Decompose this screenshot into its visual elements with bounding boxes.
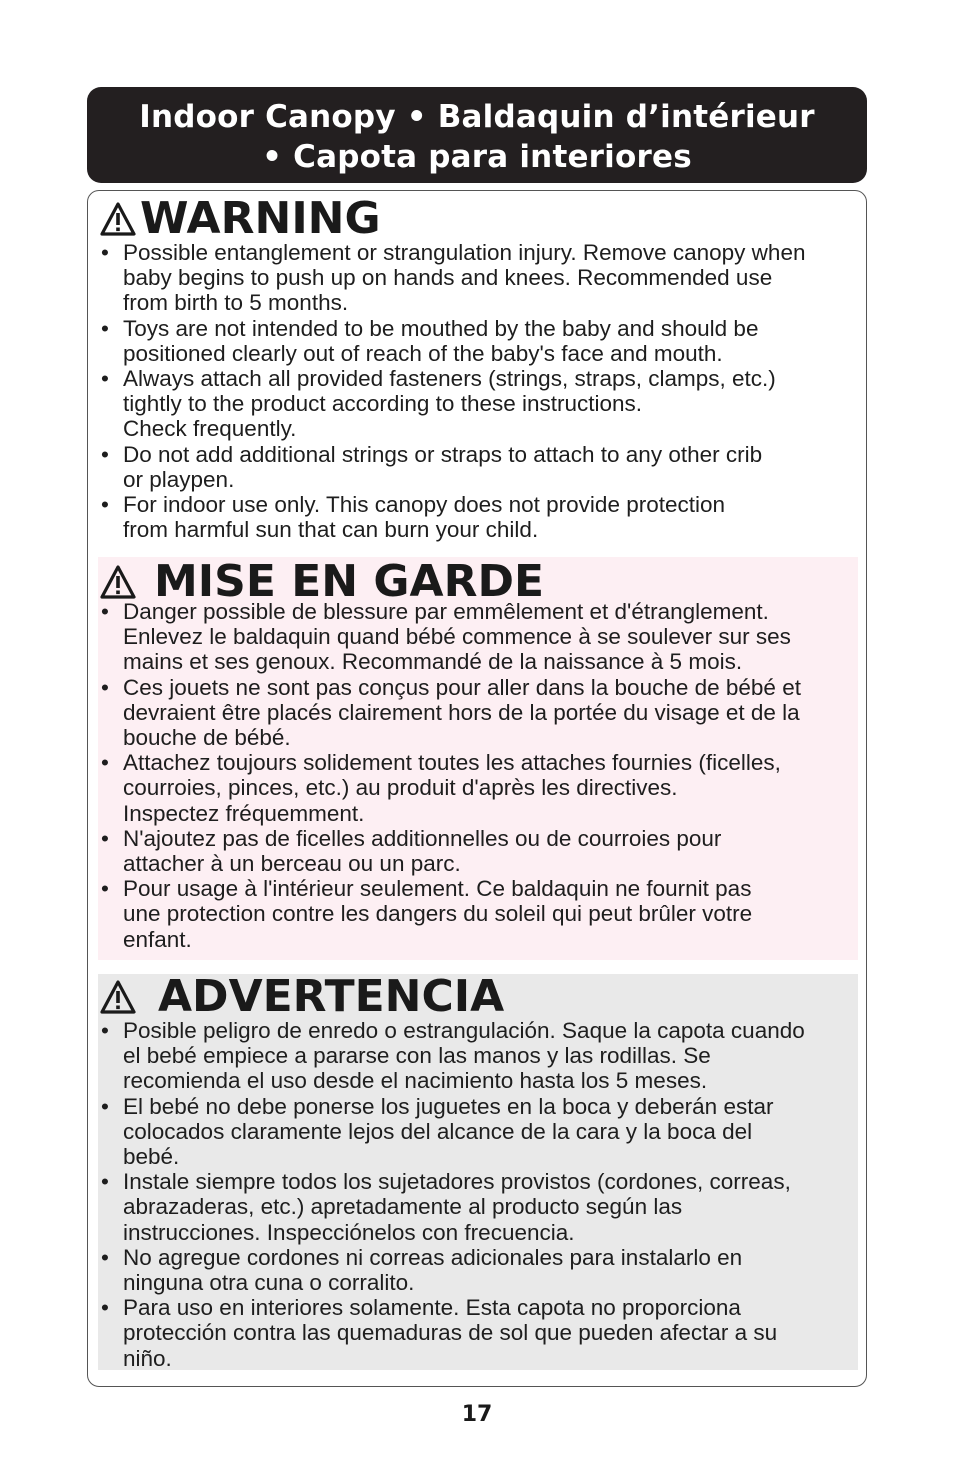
list-item: • N'ajoutez pas de ficelles additionnelles ou de courroies pour attacher à un berceau ou un parc. <box>98 826 801 876</box>
list-item: • Attachez toujours solidement toutes les attaches fournies (ficelles, courroies, pinces, etc.) au produit d'après les directives. Inspectez fréquemment. <box>98 750 801 826</box>
list-item: • For indoor use only. This canopy does not provide protection from harmful sun that can burn your child. <box>98 492 805 542</box>
warning-list <box>98 240 805 542</box>
list-item: • Do not add additional strings or straps to attach to any other crib or playpen. <box>98 442 805 492</box>
list-item: • Pour usage à l'intérieur seulement. Ce baldaquin ne fournit pas une protection contre les dangers du soleil qui peut brûler votre enfant. <box>98 876 801 952</box>
list-item: • No agregue cordones ni correas adicionales para instalarlo en ninguna otra cuna o corralito. <box>98 1245 805 1295</box>
warning-triangle-icon <box>100 202 136 236</box>
section-title <box>100 973 504 1021</box>
section-title-text: MISE EN GARDE <box>154 556 545 607</box>
section-title <box>100 195 381 243</box>
list-item: • Para uso en interiores solamente. Esta capota no proporciona protección contra las quemaduras de sol que pueden afectar a su niño. <box>98 1295 805 1371</box>
warning-section-spanish <box>98 971 858 1371</box>
warning-section-english <box>98 193 858 545</box>
page-header <box>87 87 867 183</box>
section-title-text: WARNING <box>140 193 381 244</box>
list-item: • Toys are not intended to be mouthed by the baby and should be positioned clearly out of reach of the baby's face and mouth. <box>98 316 805 366</box>
warning-triangle-icon <box>100 565 136 599</box>
warning-list <box>98 599 801 952</box>
list-item: • Danger possible de blessure par emmêlement et d'étranglement. Enlevez le baldaquin quand bébé commence à se soulever sur ses mains et ses genoux. Recommandé de la naissance à 5 mois. <box>98 599 801 675</box>
list-item: • Posible peligro de enredo o estrangulación. Saque la capota cuando el bebé empiece a pararse con las manos y las rodillas. Se recomienda el uso desde el nacimiento hasta los 5 meses. <box>98 1018 805 1094</box>
warning-list <box>98 1018 805 1371</box>
warning-section-french <box>98 557 858 960</box>
header-title-line-1: Indoor Canopy • Baldaquin d’intérieur <box>139 99 815 135</box>
warning-triangle-icon <box>100 980 136 1014</box>
page-number: 17 <box>461 1402 493 1427</box>
list-item: • Instale siempre todos los sujetadores provistos (cordones, correas, abrazaderas, etc.) apretadamente al producto según las instrucciones. Inspecciónelos con frecuencia. <box>98 1169 805 1245</box>
list-item: • Possible entanglement or strangulation injury. Remove canopy when baby begins to push up on hands and knees. Recommended use from birth to 5 months. <box>98 240 805 316</box>
list-item: • Ces jouets ne sont pas conçus pour aller dans la bouche de bébé et devraient être placés clairement hors de la portée du visage et de la bouche de bébé. <box>98 675 801 751</box>
list-item: • Always attach all provided fasteners (strings, straps, clamps, etc.) tightly to the product according to these instructions. Check frequently. <box>98 366 805 442</box>
list-item: • El bebé no debe ponerse los juguetes en la boca y deberán estar colocados claramente lejos del alcance de la cara y la boca del bebé. <box>98 1094 805 1170</box>
header-title-line-2: • Capota para interiores <box>262 139 692 175</box>
section-title-text: ADVERTENCIA <box>158 971 505 1022</box>
